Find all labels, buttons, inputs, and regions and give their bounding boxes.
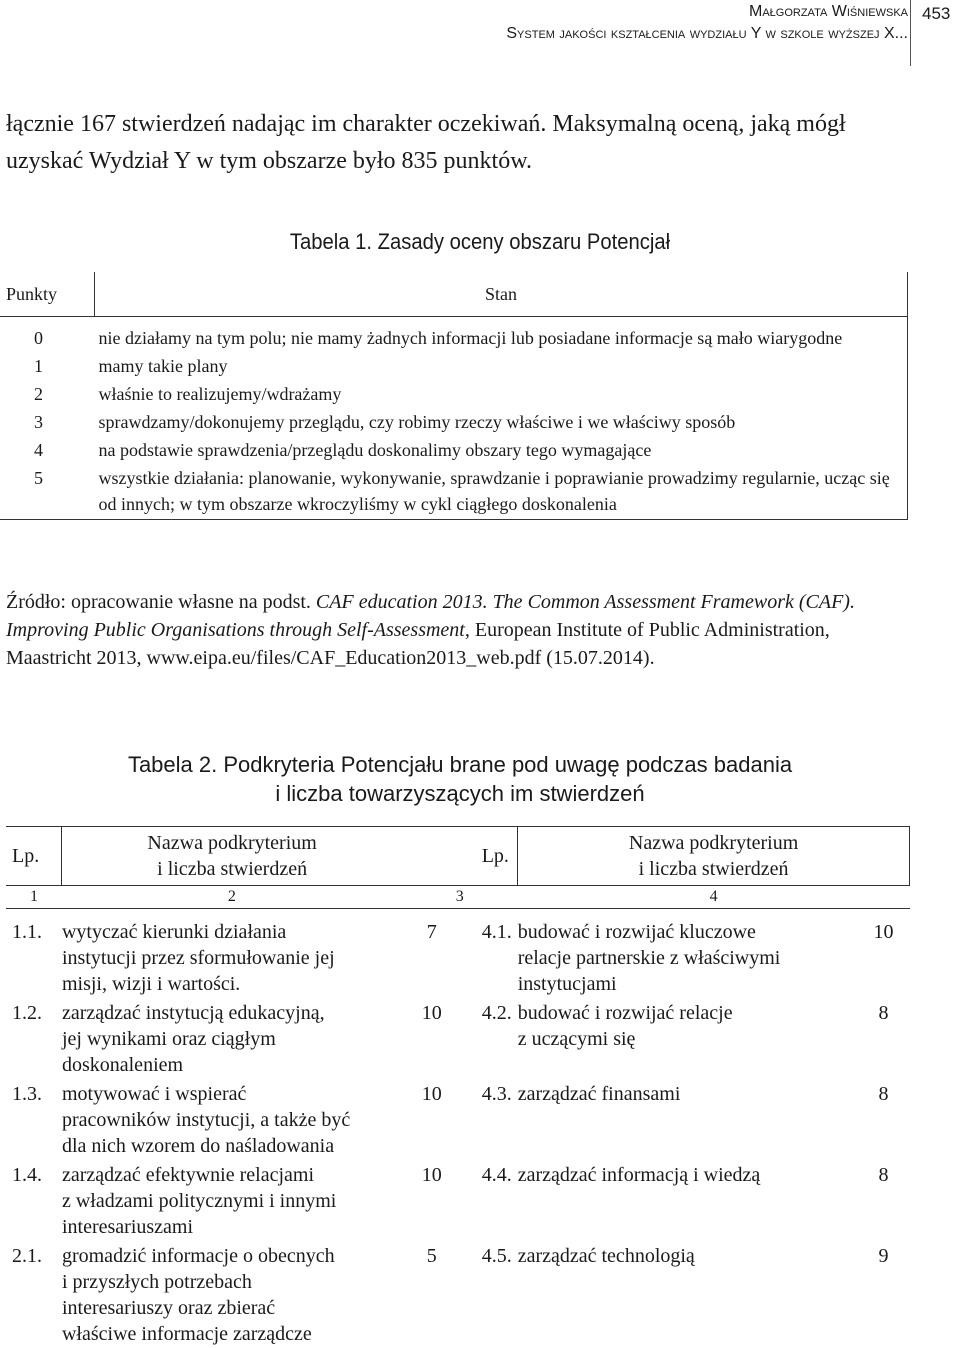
name-line: pracowników instytucji, a także być xyxy=(61,1109,351,1131)
source-italic-title: CAF education 2013. The Common Assessment Framework (CAF). Improving Public Organisations through Self-Assessment xyxy=(6,591,855,641)
count-cell: 10 xyxy=(421,1002,442,1024)
name-line: zarządzać informacją i wiedzą xyxy=(517,1164,761,1186)
table1 xyxy=(0,272,908,520)
lp-cell: 4.1. xyxy=(481,921,512,943)
name-cell xyxy=(62,1078,402,1159)
table1-points-cell: 0 xyxy=(34,328,43,348)
column-number: 1 xyxy=(6,886,62,909)
column-number: 2 xyxy=(62,886,402,909)
name-line: i przyszłych potrzebach xyxy=(61,1271,252,1293)
table1-state-cell: na podstawie sprawdzenia/przeglądu doskonalimy obszary tego wymagające xyxy=(95,435,908,463)
count-cell: 10 xyxy=(421,1164,442,1186)
table1-row xyxy=(0,435,908,463)
table1-header-row xyxy=(0,272,908,317)
name-line: doskonaleniem xyxy=(61,1054,184,1076)
lp-cell: 4.3. xyxy=(481,1083,512,1105)
name-cell xyxy=(62,1159,402,1240)
table1-state-cell: sprawdzamy/dokonujemy przeglądu, czy robimy rzeczy właściwe i we właściwy sposób xyxy=(95,407,908,435)
count-cell: 9 xyxy=(878,1245,889,1267)
table1-points-cell: 4 xyxy=(34,440,43,460)
header-name-line: Nazwa podkryterium xyxy=(147,832,317,854)
table2-row xyxy=(6,1078,910,1159)
name-cell xyxy=(62,997,402,1078)
header-divider xyxy=(910,0,911,66)
count-cell: 8 xyxy=(878,1083,889,1105)
count-cell: 8 xyxy=(878,1164,889,1186)
lp-cell: 1.3. xyxy=(12,1083,42,1105)
table2-header-name xyxy=(518,827,910,886)
table1-row xyxy=(0,379,908,407)
table2-row xyxy=(6,1159,910,1240)
name-cell xyxy=(518,909,838,998)
lp-cell: 1.2. xyxy=(12,1002,42,1024)
table1-state-cell: wszystkie działania: planowanie, wykonywanie, sprawdzanie i poprawianie prowadzimy regularnie, ucząc się od innych; w tym obszarze wkroczyliśmy w cykl ciągłego doskonalenia xyxy=(95,463,908,520)
count-cell: 7 xyxy=(426,921,437,943)
name-line: interesariuszy oraz zbierać xyxy=(61,1297,276,1319)
lp-cell: 4.5. xyxy=(481,1245,512,1267)
table1-row xyxy=(0,407,908,435)
name-cell xyxy=(518,997,838,1078)
table1-state-cell: mamy takie plany xyxy=(95,351,908,379)
body-paragraph: łącznie 167 stwierdzeń nadając im charakter oczekiwań. Maksymalną oceną, jaką mógł uzyskać Wydział Y w tym obszarze było 835 punktów. xyxy=(6,111,846,174)
table1-points-cell: 3 xyxy=(34,412,43,432)
lp-cell: 2.1. xyxy=(12,1245,42,1267)
source-publisher: , European Institute of Public Administration, Maastricht 2013, www.eipa.eu/files/CAF_Education2013_web.pdf (15.07.2014). xyxy=(6,619,830,669)
name-line: instytucji przez sformułowanie jej xyxy=(61,947,335,969)
column-number: 3 xyxy=(402,886,518,909)
table1-state-cell: właśnie to realizujemy/wdrażamy xyxy=(95,379,908,407)
running-head xyxy=(388,0,908,45)
table2-caption xyxy=(0,750,920,808)
name-line: budować i rozwijać relacje xyxy=(517,1002,733,1024)
name-line: misji, wizji i wartości. xyxy=(61,973,241,995)
table2-row xyxy=(6,909,910,998)
name-cell xyxy=(518,1240,838,1347)
name-line: zarządzać finansami xyxy=(517,1083,681,1105)
name-line: relacje partnerskie z właściwymi xyxy=(517,947,781,969)
table2-column-numbers xyxy=(6,886,910,909)
table1-header-state: Stan xyxy=(95,272,908,317)
table1-points-cell: 1 xyxy=(34,356,43,376)
name-line: interesariuszami xyxy=(61,1216,194,1238)
lp-cell: 4.4. xyxy=(481,1164,512,1186)
name-line: budować i rozwijać kluczowe xyxy=(517,921,756,943)
source-note xyxy=(6,588,910,672)
table1-points-cell: 2 xyxy=(34,384,43,404)
page-number: 453 xyxy=(922,4,951,23)
name-cell xyxy=(62,1240,402,1347)
name-line: z władzami politycznymi i innymi xyxy=(61,1190,337,1212)
table1-row xyxy=(0,463,908,520)
header-name-line: i liczba stwierdzeń xyxy=(157,858,308,880)
name-line: zarządzać efektywnie relacjami xyxy=(61,1164,315,1186)
name-cell xyxy=(518,1159,838,1240)
name-cell xyxy=(518,1078,838,1159)
name-line: dla nich wzorem do naśladowania xyxy=(61,1135,335,1157)
name-line: z uczącymi się xyxy=(517,1028,636,1050)
table2-header-lp: Lp. xyxy=(6,827,62,886)
name-line: wytyczać kierunki działania xyxy=(61,921,287,943)
table1-row xyxy=(0,317,908,352)
lp-cell: 1.1. xyxy=(12,921,42,943)
name-line: motywować i wspierać xyxy=(61,1083,247,1105)
table1-points-cell: 5 xyxy=(0,463,95,520)
name-line: właściwe informacje zarządcze xyxy=(61,1323,312,1345)
header-name-line: Nazwa podkryterium xyxy=(628,832,799,854)
table1-state-cell: nie działamy na tym polu; nie mamy żadnych informacji lub posiadane informacje są mało wiarygodne xyxy=(95,317,908,352)
running-head-author: Małgorzata Wiśniewska xyxy=(749,3,908,20)
count-cell: 8 xyxy=(878,1002,889,1024)
table2-row xyxy=(6,1240,910,1347)
count-cell: 5 xyxy=(426,1245,437,1267)
table1-row xyxy=(0,351,908,379)
table2-header-lp: Lp. xyxy=(462,827,518,886)
table2 xyxy=(6,826,910,1347)
table2-header-name xyxy=(62,827,402,886)
table2-header-row xyxy=(6,827,910,886)
name-cell xyxy=(62,909,402,998)
name-line: zarządzać technologią xyxy=(517,1245,695,1267)
table1-caption: Tabela 1. Zasady oceny obszaru Potencjał xyxy=(289,229,671,254)
header-name-line: i liczba stwierdzeń xyxy=(638,858,789,880)
count-cell: 10 xyxy=(421,1083,442,1105)
lp-cell: 4.2. xyxy=(481,1002,512,1024)
table2-row xyxy=(6,997,910,1078)
table2-caption-line: Tabela 2. Podkryteria Potencjału brane pod uwagę podczas badania xyxy=(127,752,793,777)
name-line: instytucjami xyxy=(517,973,617,995)
lp-cell: 1.4. xyxy=(12,1164,42,1186)
count-cell: 10 xyxy=(873,921,894,943)
source-label: Źródło: opracowanie własne na podst. xyxy=(6,591,316,613)
table1-header-points: Punkty xyxy=(0,272,95,317)
name-line: zarządzać instytucją edukacyjną, xyxy=(61,1002,325,1024)
name-line: jej wynikami oraz ciągłym xyxy=(61,1028,276,1050)
column-number: 4 xyxy=(518,886,910,909)
table2-caption-line: i liczba towarzyszących im stwierdzeń xyxy=(275,781,645,806)
name-line: gromadzić informacje o obecnych xyxy=(61,1245,335,1267)
running-head-title: System jakości kształcenia wydziału Y w szkole wyższej X... xyxy=(506,25,908,42)
